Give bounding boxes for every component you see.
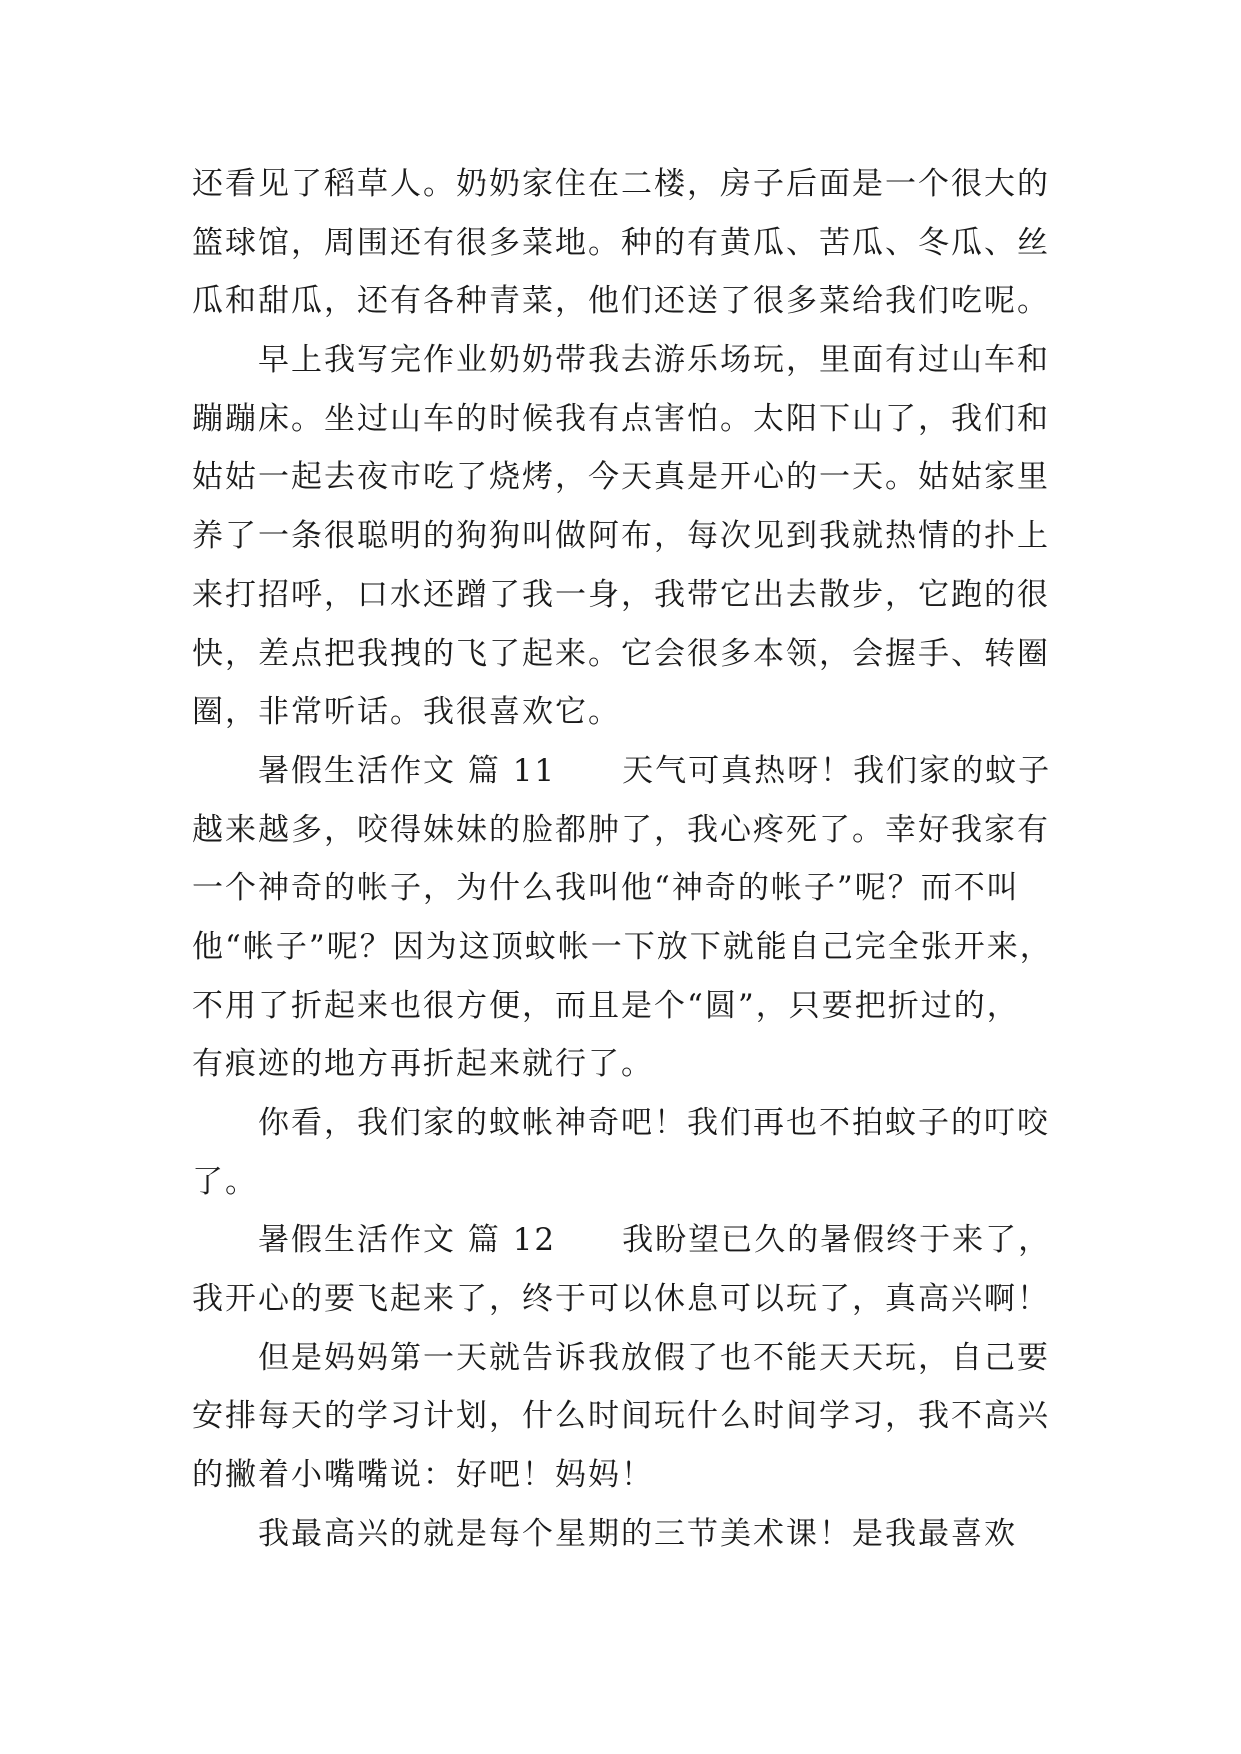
paragraph-start-line: 早上我写完作业奶奶带我去游乐场玩，里面有过山车和: [258, 342, 1050, 379]
paragraph-start-line: 但是妈妈第一天就告诉我放假了也不能天天玩，自己要: [258, 1339, 1050, 1376]
text-line: 快，差点把我拽的飞了起来。它会很多本领，会握手、转圈: [192, 635, 1050, 672]
paragraph-start-line: 我最高兴的就是每个星期的三节美术课！是我最喜欢: [258, 1515, 1017, 1552]
text-line: 姑姑一起去夜市吃了烧烤，今天真是开心的一天。姑姑家里: [192, 459, 1050, 496]
text-line: 不用了折起来也很方便，而且是个“圆”，只要把折过的，: [192, 987, 1020, 1024]
essay-heading-line: 暑假生活作文 篇 11 天气可真热呀！我们家的蚊子: [258, 752, 1052, 789]
text-line: 的撇着小嘴嘴说：好吧！妈妈！: [192, 1457, 654, 1494]
text-line: 还看见了稻草人。奶奶家住在二楼，房子后面是一个很大的: [192, 166, 1050, 202]
text-line: 瓜和甜瓜，还有各种青菜，他们还送了很多菜给我们吃呢。: [192, 283, 1050, 320]
text-line: 我开心的要飞起来了，终于可以休息可以玩了，真高兴啊！: [192, 1281, 1050, 1318]
text-line: 蹦蹦床。坐过山车的时候我有点害怕。太阳下山了，我们和: [192, 400, 1050, 437]
text-line: 来打招呼，口水还蹭了我一身，我带它出去散步，它跑的很: [192, 576, 1050, 613]
text-line: 越来越多，咬得妹妹的脸都肿了，我心疼死了。幸好我家有: [192, 811, 1050, 848]
text-line: 一个神奇的帐子，为什么我叫他“神奇的帐子”呢？而不叫: [192, 870, 1020, 907]
essay-heading-line: 暑假生活作文 篇 12 我盼望已久的暑假终于来了，: [258, 1222, 1052, 1259]
body-text: [192, 155, 1072, 1564]
text-line: 安排每天的学习计划，什么时间玩什么时间学习，我不高兴: [192, 1398, 1050, 1435]
text-line: 篮球馆，周围还有很多菜地。种的有黄瓜、苦瓜、冬瓜、丝: [192, 224, 1050, 261]
text-line: 有痕迹的地方再折起来就行了。: [192, 1046, 654, 1083]
text-line: 他“帐子”呢？因为这顶蚊帐一下放下就能自己完全张开来，: [192, 928, 1053, 965]
text-line: 圈，非常听话。我很喜欢它。: [192, 694, 621, 731]
text-line: 养了一条很聪明的狗狗叫做阿布，每次见到我就热情的扑上: [192, 518, 1050, 555]
text-line: 了。: [192, 1163, 258, 1200]
paragraph-start-line: 你看，我们家的蚊帐神奇吧！我们再也不拍蚊子的叮咬: [258, 1105, 1050, 1141]
